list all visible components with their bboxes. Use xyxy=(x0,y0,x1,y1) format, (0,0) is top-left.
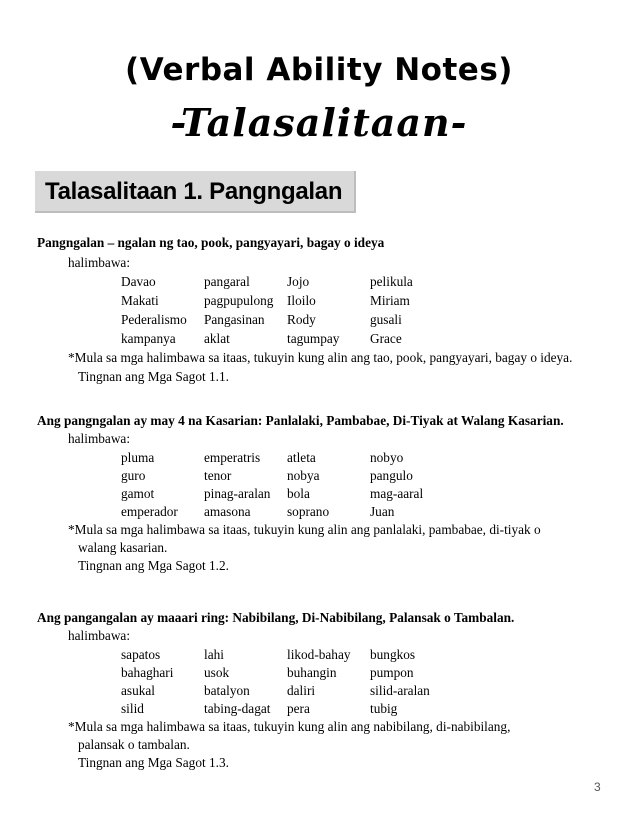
table-cell: likod-bahay xyxy=(287,647,351,662)
table-cell: amasona xyxy=(204,504,251,519)
table-cell: asukal xyxy=(121,683,155,698)
instruction-note-continued: palansak o tambalan. xyxy=(78,737,190,752)
table-cell: tabing-dagat xyxy=(204,701,271,716)
answer-reference: Tingnan ang Mga Sagot 1.2. xyxy=(78,558,229,573)
table-cell: pumpon xyxy=(370,665,414,680)
answer-reference: Tingnan ang Mga Sagot 1.1. xyxy=(78,369,229,384)
table-cell: mag-aaral xyxy=(370,486,424,501)
table-cell: emperador xyxy=(121,504,178,519)
table-cell: Pangasinan xyxy=(204,312,265,327)
example-label: halimbawa: xyxy=(68,431,131,446)
section-heading: Pangngalan – ngalan ng tao, pook, pangyayari, bagay o ideya xyxy=(37,235,385,250)
example-label: halimbawa: xyxy=(68,628,131,643)
page-subtitle: -Talasalitaan- xyxy=(170,100,468,145)
table-cell: pangulo xyxy=(370,468,413,483)
table-cell: nobya xyxy=(287,468,320,483)
table-cell: pinag-aralan xyxy=(204,486,271,501)
table-cell: kampanya xyxy=(121,331,176,346)
table-cell: Davao xyxy=(121,274,156,289)
table-cell: Juan xyxy=(370,504,395,519)
table-cell: pelikula xyxy=(370,274,413,289)
table-cell: Pederalismo xyxy=(121,312,187,327)
table-cell: bungkos xyxy=(370,647,416,662)
table-cell: nobyo xyxy=(370,450,404,465)
table-cell: tubig xyxy=(370,701,398,716)
section-banner: Talasalitaan 1. Pangngalan xyxy=(35,171,356,213)
table-cell: pluma xyxy=(121,450,155,465)
table-cell: bahaghari xyxy=(121,665,174,680)
table-cell: silid-aralan xyxy=(370,683,430,698)
table-cell: gusali xyxy=(370,312,402,327)
table-cell: daliri xyxy=(287,683,316,698)
table-cell: Miriam xyxy=(370,293,410,308)
table-cell: buhangin xyxy=(287,665,337,680)
table-cell: pangaral xyxy=(204,274,250,289)
table-cell: silid xyxy=(121,701,144,716)
table-cell: Iloilo xyxy=(287,293,316,308)
table-cell: aklat xyxy=(204,331,230,346)
section-heading: Ang pangngalan ay may 4 na Kasarian: Panlalaki, Pambabae, Di-Tiyak at Walang Kasarian. xyxy=(37,413,564,428)
table-cell: emperatris xyxy=(204,450,261,465)
page-number: 3 xyxy=(594,780,601,794)
table-cell: lahi xyxy=(204,647,224,662)
example-label: halimbawa: xyxy=(68,255,131,270)
table-cell: gamot xyxy=(121,486,155,501)
table-cell: tenor xyxy=(204,468,232,483)
table-cell: guro xyxy=(121,468,146,483)
table-cell: usok xyxy=(204,665,230,680)
table-cell: soprano xyxy=(287,504,330,519)
table-cell: Grace xyxy=(370,331,402,346)
table-cell: sapatos xyxy=(121,647,161,662)
table-cell: bola xyxy=(287,486,310,501)
table-cell: pera xyxy=(287,701,310,716)
table-cell: tagumpay xyxy=(287,331,340,346)
table-cell: pagpupulong xyxy=(204,293,274,308)
table-cell: Rody xyxy=(287,312,316,327)
instruction-note: *Mula sa mga halimbawa sa itaas, tukuyin kung alin ang tao, pook, pangyayari, bagay o ideya. xyxy=(68,350,573,365)
table-cell: atleta xyxy=(287,450,316,465)
instruction-note: *Mula sa mga halimbawa sa itaas, tukuyin kung alin ang nabibilang, di-nabibilang, xyxy=(68,719,511,734)
table-cell: Makati xyxy=(121,293,159,308)
page-title: (Verbal Ability Notes) xyxy=(125,52,513,88)
instruction-note: *Mula sa mga halimbawa sa itaas, tukuyin kung alin ang panlalaki, pambabae, di-tiyak o xyxy=(68,522,541,537)
instruction-note-continued: walang kasarian. xyxy=(78,540,168,555)
answer-reference: Tingnan ang Mga Sagot 1.3. xyxy=(78,755,229,770)
table-cell: batalyon xyxy=(204,683,250,698)
table-cell: Jojo xyxy=(287,274,310,289)
section-heading: Ang pangangalan ay maaari ring: Nabibilang, Di-Nabibilang, Palansak o Tambalan. xyxy=(37,610,515,625)
